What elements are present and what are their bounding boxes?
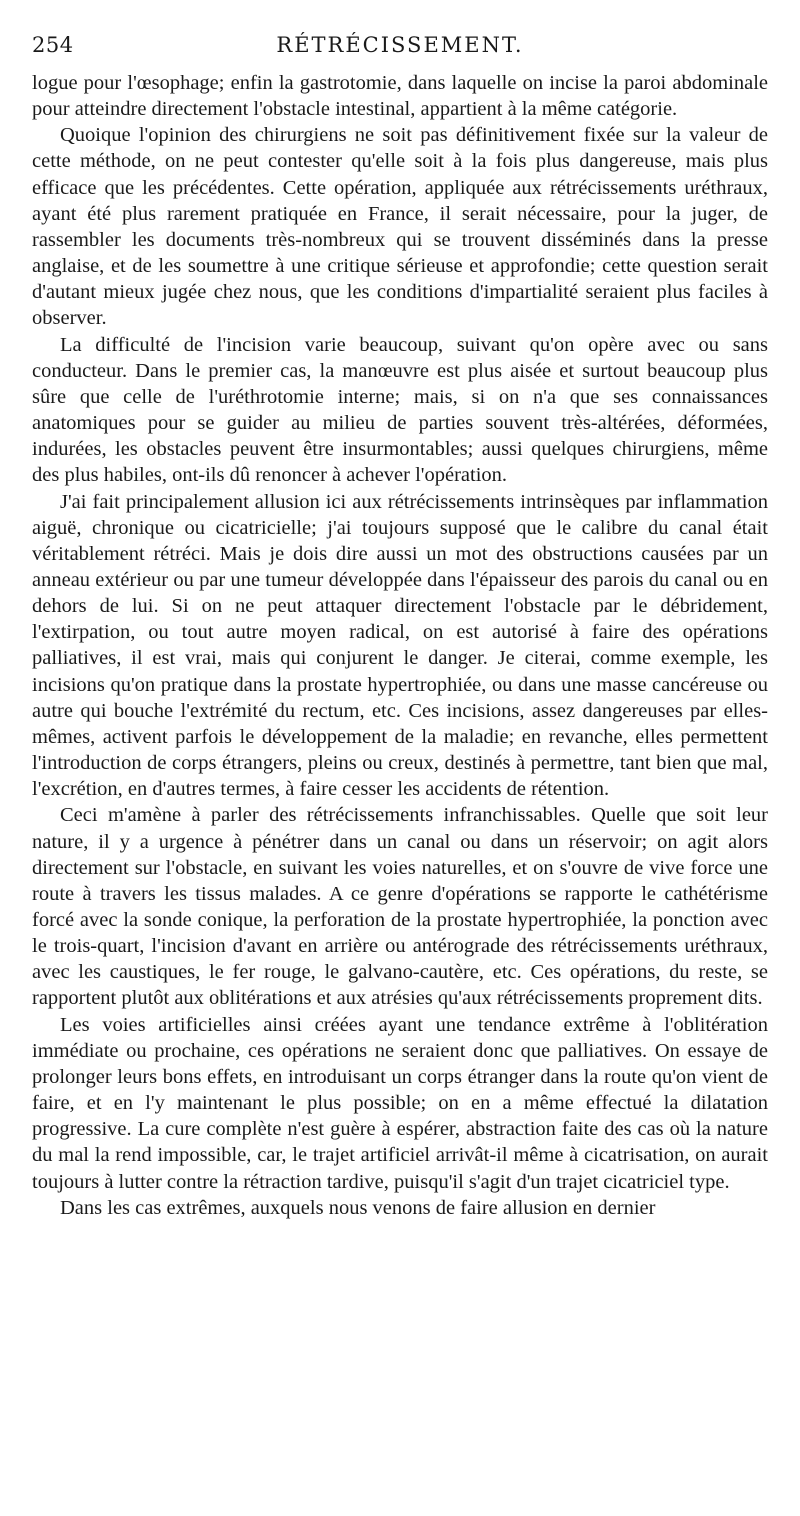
running-head (32, 30, 768, 60)
paragraph-continued: logue pour l'œsophage; enfin la gastrotomie, dans laquelle on incise la paroi abdominale pour atteindre directement l'obstacle intestinal, appartient à la même catégorie. (32, 72, 768, 121)
paragraph: Ceci m'amène à parler des rétrécissements infranchissables. Quelle que soit leur nature, il y a urgence à pénétrer dans un canal ou dans un réservoir; on agit alors directement sur l'obstacle, en suivant les voies naturelles, et on s'ouvre de vive force une route à travers les tissus malades. A ce genre d'opérations se rapporte le cathétérisme forcé avec la sonde conique, la perforation de la prostate hypertrophiée, la ponction avec le trois-quart, l'incision d'avant en arrière ou antérograde des rétrécissements uréthraux, avec les caustiques, le fer rouge, le galvano-cautère, etc. Ces opérations, du reste, se rapportent plutôt aux oblitérations et aux atrésies qu'aux rétrécissements proprement dits. (32, 804, 768, 1010)
body-text (32, 70, 768, 1221)
paragraph: J'ai fait principalement allusion ici aux rétrécissements intrinsèques par inflammation aiguë, chronique ou cicatricielle; j'ai toujours supposé que le calibre du canal était véritablement rétréci. Mais je dois dire aussi un mot des obstructions causées par un anneau extérieur ou par une tumeur développée dans l'épaisseur des parois du canal ou en dehors de lui. Si on ne peut attaquer directement l'obstacle par le débridement, l'extirpation, ou tout autre moyen radical, on est autorisé à faire des opérations palliatives, il est vrai, mais qui conjurent le danger. Je citerai, comme exemple, les incisions qu'on pratique dans la prostate hypertrophiée, ou dans une masse cancéreuse ou autre qui bouche l'extrémité du rectum, etc. Ces incisions, assez dangereuses par elles-mêmes, activent parfois le développement de la maladie; en revanche, elles permettent l'introduction de corps étrangers, pleins ou creux, destinés à permettre, tant bien que mal, l'excrétion, en d'autres termes, à faire cesser les accidents de rétention. (32, 490, 768, 801)
paragraph: La difficulté de l'incision varie beaucoup, suivant qu'on opère avec ou sans conducteur. Dans le premier cas, la manœuvre est plus aisée et surtout beaucoup plus sûre que celle de l'uréthrotomie interne; mais, si on n'a que ses connaissances anatomiques pour se guider au milieu de parties souvent très-altérées, déformées, indurées, les obstacles peuvent être insurmontables; aussi quelques chirurgiens, même des plus habiles, ont-ils dû renoncer à achever l'opération. (32, 333, 768, 487)
running-title: RÉTRÉCISSEMENT. (276, 33, 524, 57)
paragraph: Quoique l'opinion des chirurgiens ne soit pas définitivement fixée sur la valeur de cette méthode, on ne peut contester qu'elle soit à la fois plus dangereuse, mais plus efficace que les précédentes. Cette opération, appliquée aux rétrécissements uréthraux, ayant été plus rarement pratiquée en France, il serait nécessaire, pour la juger, de rassembler les documents très-nombreux qui se trouvent disséminés dans la presse anglaise, et de les soumettre à une critique sérieuse et approfondie; cette question serait d'autant mieux jugée chez nous, que les conditions d'impartialité seraient plus faciles à observer. (32, 124, 768, 330)
paragraph: Les voies artificielles ainsi créées ayant une tendance extrême à l'oblitération immédiate ou prochaine, ces opérations ne seraient donc que palliatives. On essaye de prolonger leurs bons effets, en introduisant un corps étranger dans la route qu'on vient de faire, et en l'y maintenant le plus possible; on en a même effectué la dilatation progressive. La cure complète n'est guère à espérer, abstraction faite des cas où la nature du mal la rend impossible, car, le trajet artificiel arrivât-il même à cicatrisation, on aurait toujours à lutter contre la rétraction tardive, puisqu'il s'agit d'un trajet cicatriciel type. (32, 1013, 768, 1193)
paragraph-last: Dans les cas extrêmes, auxquels nous venons de faire allusion en dernier (60, 1196, 656, 1219)
page-number: 254 (32, 33, 74, 57)
